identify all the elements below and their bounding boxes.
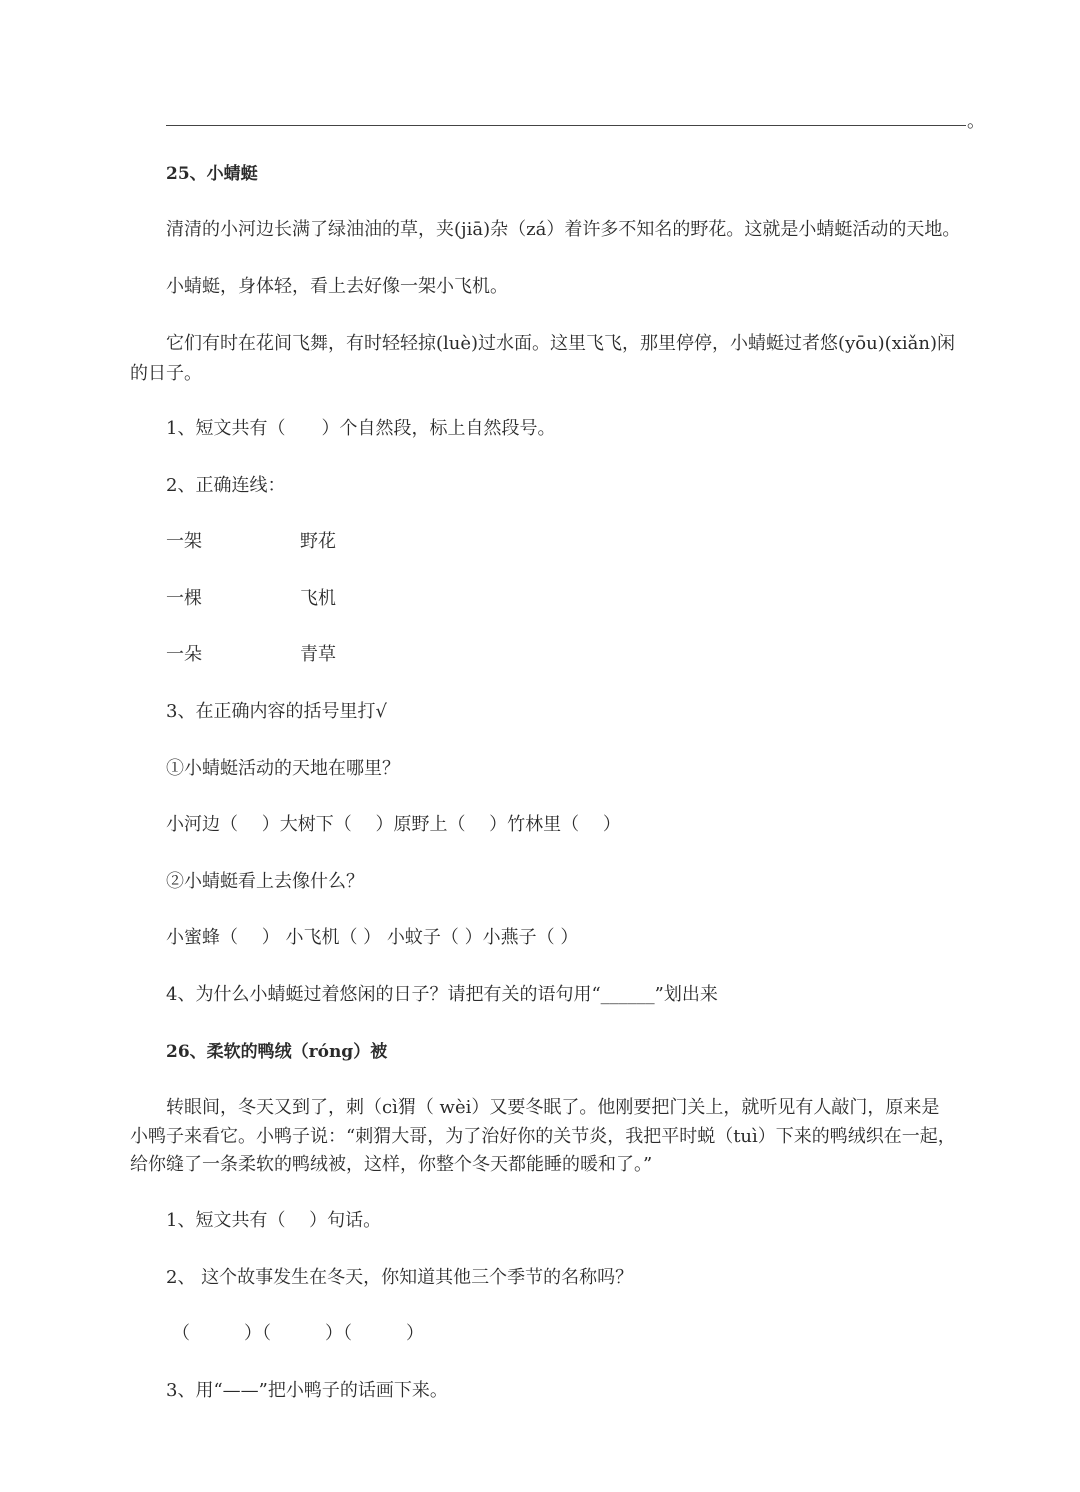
section-25-title: 25、小蜻蜓 [166, 164, 258, 184]
answer-line [166, 125, 966, 126]
section-25-question-3-sub-1-options: 小河边（ ）大树下（ ）原野上（ ）竹林里（ ） [166, 814, 621, 835]
section-26-paragraph-line-2: 小鸭子来看它。小鸭子说：“刺猬大哥，为了治好你的关节炎，我把平时蜕（tuì）下来的鸭绒织在一起， [130, 1126, 956, 1147]
match-left-item: 一朵 [166, 644, 202, 665]
match-left-item: 一架 [166, 531, 202, 552]
section-25-question-3-sub-1: ①小蜻蜓活动的天地在哪里？ [166, 758, 400, 779]
section-25-question-3-sub-2-options: 小蜜蜂（ ） 小飞机（ ） 小蚊子（ ）小燕子（ ） [166, 927, 579, 948]
match-right-item: 飞机 [300, 588, 336, 609]
section-26-paragraph-line-1: 转眼间，冬天又到了，刺（cì猬（ wèi）又要冬眠了。他刚要把门关上，就听见有人敲门，原来是 [166, 1097, 940, 1118]
section-26-title: 26、柔软的鸭绒（róng）被 [166, 1042, 388, 1062]
section-25-question-1: 1、短文共有（ ）个自然段，标上自然段号。 [166, 418, 556, 439]
section-25-question-3: 3、在正确内容的括号里打√ [166, 701, 387, 722]
match-right-item: 青草 [300, 644, 336, 665]
section-26-question-1: 1、短文共有（ ）句话。 [166, 1210, 382, 1231]
section-25-paragraph-3-line-2: 的日子。 [130, 363, 202, 384]
section-26-question-3: 3、用“——”把小鸭子的话画下来。 [166, 1380, 448, 1401]
section-25-question-3-sub-2: ②小蜻蜓看上去像什么？ [166, 871, 364, 892]
match-left-item: 一棵 [166, 588, 202, 609]
section-25-paragraph-3-line-1: 它们有时在花间飞舞，有时轻轻掠(luè)过水面。这里飞飞，那里停停，小蜻蜓过者悠(yōu)(xiǎn)闲 [166, 333, 955, 354]
line-end-period: 。 [967, 111, 985, 132]
section-26-question-2-blanks: （ ）（ ）（ ） [172, 1323, 424, 1344]
section-25-question-4: 4、为什么小蜻蜓过着悠闲的日子？请把有关的语句用“______”划出来 [166, 984, 718, 1005]
section-25-paragraph-1: 清清的小河边长满了绿油油的草，夹(jiā)杂（zá）着许多不知名的野花。这就是小蜻蜓活动的天地。 [166, 219, 961, 240]
section-25-question-2: 2、正确连线： [166, 475, 286, 496]
section-26-question-2: 2、 这个故事发生在冬天，你知道其他三个季节的名称吗？ [166, 1267, 634, 1288]
section-25-paragraph-2: 小蜻蜓，身体轻，看上去好像一架小飞机。 [166, 276, 508, 297]
match-right-item: 野花 [300, 531, 336, 552]
section-26-paragraph-line-3: 给你缝了一条柔软的鸭绒被，这样，你整个冬天都能睡的暖和了。” [130, 1154, 653, 1175]
